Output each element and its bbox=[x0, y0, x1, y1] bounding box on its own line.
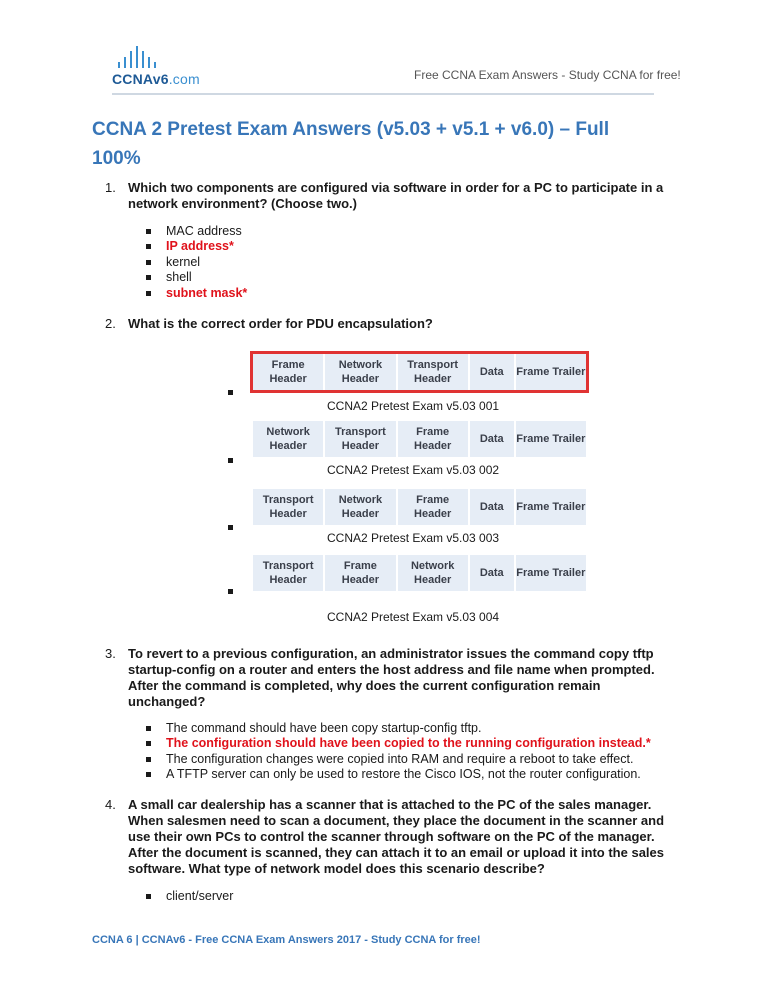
header-divider bbox=[112, 93, 654, 95]
answer-option: The configuration changes were copied into RAM and require a reboot to take effect. bbox=[146, 752, 651, 767]
answer-option-correct: IP address* bbox=[146, 239, 247, 254]
pdu-cell: Data bbox=[470, 354, 516, 390]
pdu-cell: Frame Trailer bbox=[516, 433, 586, 445]
pdu-option-3 bbox=[253, 489, 586, 545]
question-4 bbox=[105, 797, 680, 877]
page-footer: CCNA 6 | CCNAv6 - Free CCNA Exam Answers 2017 - Study CCNA for free! bbox=[92, 934, 481, 946]
image-caption: CCNA2 Pretest Exam v5.03 002 bbox=[327, 463, 500, 477]
image-caption: CCNA2 Pretest Exam v5.03 001 bbox=[327, 399, 500, 413]
pdu-diagram bbox=[253, 354, 586, 390]
page-title: CCNA 2 Pretest Exam Answers (v5.03 + v5.1 + v6.0) – Full 100% bbox=[92, 119, 610, 169]
answer-option-correct: subnet mask* bbox=[146, 286, 247, 301]
pdu-cell: Data bbox=[470, 555, 516, 591]
logo-suffix: .com bbox=[168, 71, 200, 87]
pdu-cell: Frame Trailer bbox=[516, 501, 586, 513]
site-logo[interactable] bbox=[112, 44, 200, 87]
bullet-icon bbox=[228, 458, 233, 463]
question-text: What is the correct order for PDU encapsulation? bbox=[128, 316, 433, 331]
pdu-cell: Data bbox=[470, 489, 516, 525]
pdu-cell: Frame Header bbox=[398, 489, 470, 525]
answer-option: kernel bbox=[146, 255, 247, 270]
pdu-option-2 bbox=[253, 421, 586, 477]
question-3 bbox=[105, 646, 680, 710]
bullet-icon bbox=[228, 390, 233, 395]
question-number: 1. bbox=[105, 180, 116, 195]
pdu-option-1 bbox=[253, 354, 586, 413]
pdu-cell: Transport Header bbox=[253, 555, 325, 591]
pdu-cell: Network Header bbox=[325, 489, 397, 525]
pdu-option-4 bbox=[253, 555, 586, 624]
answer-list-1 bbox=[146, 224, 247, 301]
pdu-cell: Network Header bbox=[325, 354, 397, 390]
image-caption: CCNA2 Pretest Exam v5.03 003 bbox=[327, 531, 500, 545]
question-number: 3. bbox=[105, 646, 116, 661]
logo-name: CCNAv6 bbox=[112, 71, 169, 87]
pdu-cell: Frame Header bbox=[253, 354, 325, 390]
answer-option: client/server bbox=[146, 889, 233, 904]
bullet-icon bbox=[228, 525, 233, 530]
question-text: Which two components are configured via software in order for a PC to participate in a network environment? (Choose two.) bbox=[128, 180, 664, 211]
answer-option: The command should have been copy startup-config tftp. bbox=[146, 721, 651, 736]
pdu-cell: Transport Header bbox=[325, 421, 397, 457]
pdu-cell: Transport Header bbox=[398, 354, 470, 390]
pdu-cell: Frame Header bbox=[398, 421, 470, 457]
pdu-cell: Network Header bbox=[398, 555, 470, 591]
pdu-diagram bbox=[253, 421, 586, 457]
header-tagline: Free CCNA Exam Answers - Study CCNA for free! bbox=[414, 68, 681, 82]
question-1 bbox=[105, 180, 680, 212]
pdu-diagram bbox=[253, 489, 586, 525]
answer-option-correct: The configuration should have been copied to the running configuration instead.* bbox=[146, 736, 651, 751]
logo-bars-icon bbox=[118, 44, 200, 68]
image-caption: CCNA2 Pretest Exam v5.03 004 bbox=[327, 610, 500, 624]
answer-option: MAC address bbox=[146, 224, 247, 239]
answer-option: A TFTP server can only be used to restore the Cisco IOS, not the router configuration. bbox=[146, 767, 651, 782]
pdu-cell: Data bbox=[470, 421, 516, 457]
question-text: A small car dealership has a scanner that is attached to the PC of the sales manager. When salesmen need to scan a document, they place the document in the scanner and use their own PCs to control the scanner through software on the PC of the manager. After the document is scanned, they can attach it to an email or upload it into the sales software. What type of network model does this scenario describe? bbox=[128, 797, 665, 876]
question-2 bbox=[105, 316, 680, 332]
pdu-diagram bbox=[253, 555, 586, 591]
page-header bbox=[0, 0, 768, 110]
bullet-icon bbox=[228, 589, 233, 594]
question-number: 4. bbox=[105, 797, 116, 812]
question-text: To revert to a previous configuration, an administrator issues the command copy tftp startup-config on a router and enters the host address and file name when prompted. After the command is completed, why does the current configuration remain unchanged? bbox=[128, 646, 655, 709]
logo-text bbox=[112, 71, 200, 87]
pdu-cell: Network Header bbox=[253, 421, 325, 457]
pdu-cell: Transport Header bbox=[253, 489, 325, 525]
question-number: 2. bbox=[105, 316, 116, 331]
answer-list-4 bbox=[146, 889, 233, 904]
pdu-cell: Frame Header bbox=[325, 555, 397, 591]
pdu-cell: Frame Trailer bbox=[516, 567, 586, 579]
pdu-cell: Frame Trailer bbox=[516, 366, 586, 378]
answer-list-3 bbox=[146, 721, 651, 783]
answer-option: shell bbox=[146, 270, 247, 285]
